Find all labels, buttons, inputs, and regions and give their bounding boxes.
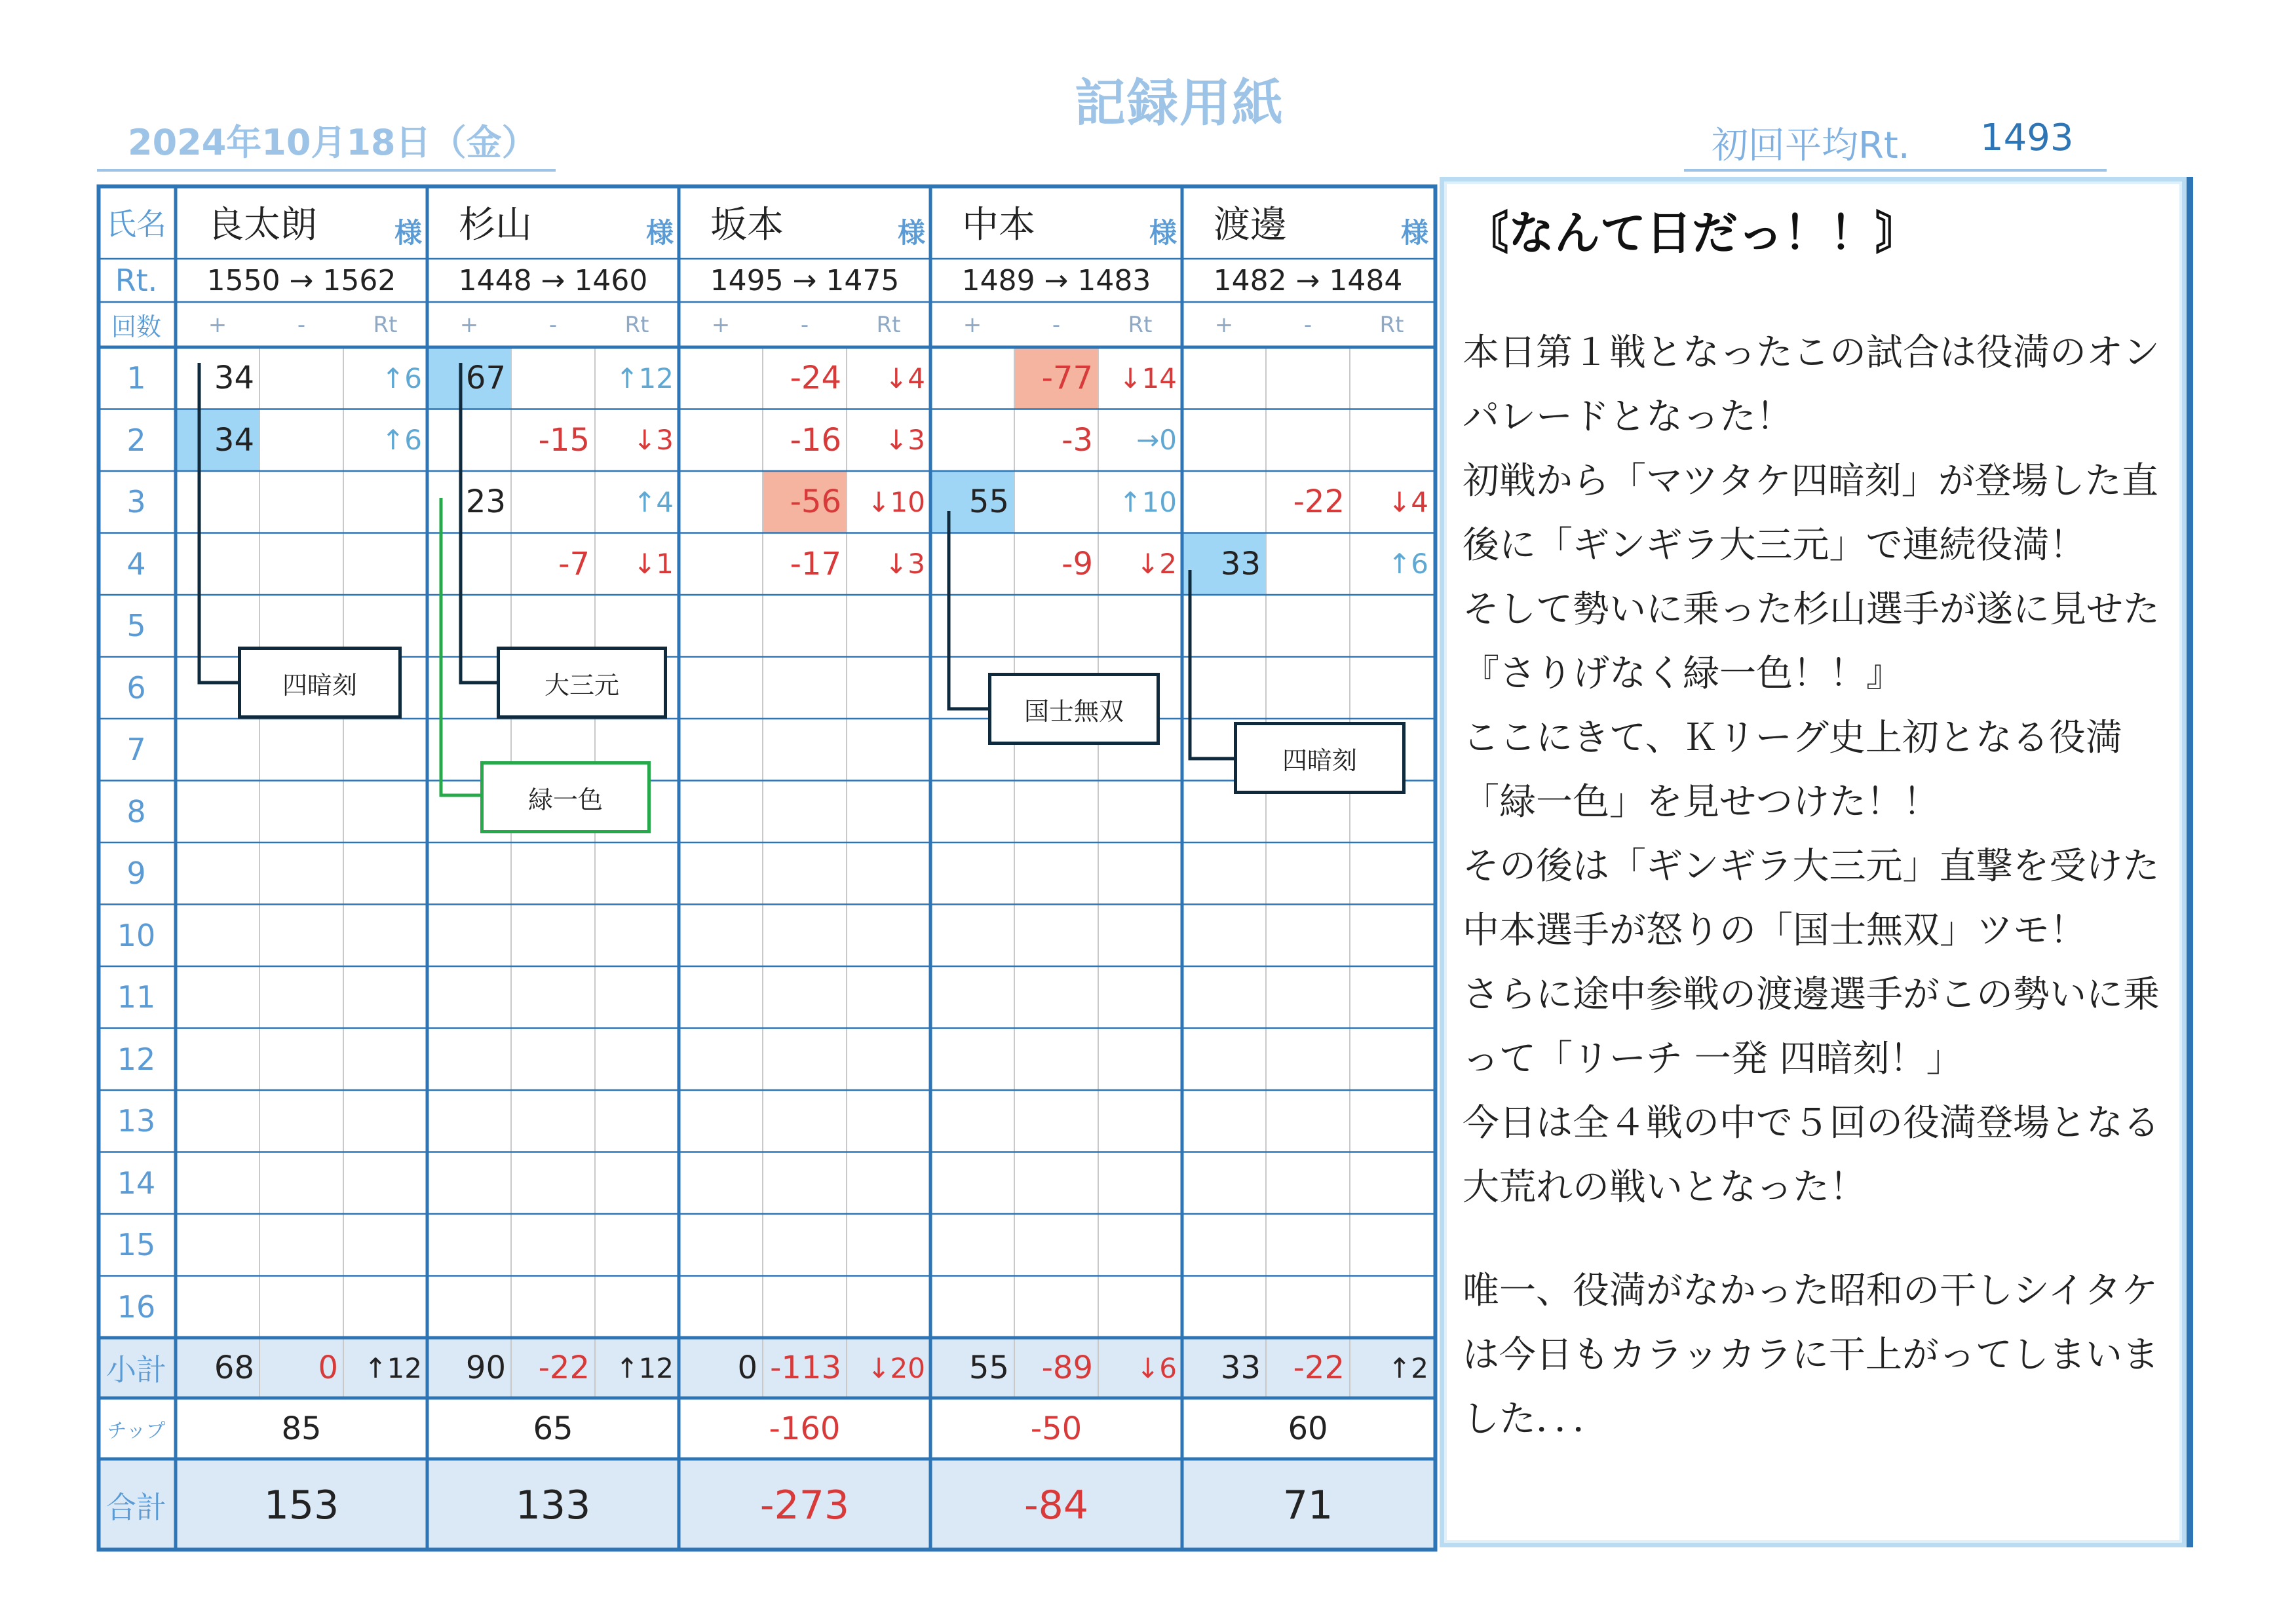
minus-column-header: - bbox=[548, 311, 558, 338]
round-plus-score bbox=[1182, 347, 1266, 409]
round-minus-score bbox=[259, 347, 343, 409]
round-minus-score bbox=[1014, 471, 1098, 533]
subtotal-rt-change: ↑12 bbox=[364, 1351, 422, 1384]
round-rt-change: ↑10 bbox=[1119, 485, 1177, 518]
round-number: 12 bbox=[117, 1041, 156, 1077]
player-rt-change: 1489 → 1483 bbox=[961, 263, 1151, 297]
round-rt-change: ↑6 bbox=[381, 424, 422, 457]
honorific-label: 様 bbox=[1149, 217, 1177, 249]
minus-column-header: - bbox=[800, 311, 809, 338]
round-minus-score bbox=[259, 409, 343, 472]
round-plus-score: 23 bbox=[465, 483, 506, 521]
round-plus-score bbox=[427, 533, 511, 595]
round-rt-change: ↑6 bbox=[381, 362, 422, 394]
chip-value: 85 bbox=[281, 1410, 322, 1447]
player-name: 良太朗 bbox=[207, 203, 317, 246]
round-minus-score bbox=[259, 471, 343, 533]
rt-column-header: Rt bbox=[1379, 311, 1404, 338]
subtotal-plus: 55 bbox=[968, 1350, 1009, 1386]
rounds-label: 回数 bbox=[111, 312, 161, 341]
chip-label: チップ bbox=[107, 1419, 166, 1443]
round-plus-score bbox=[1182, 471, 1266, 533]
yakuman-callout: 大三元 bbox=[497, 647, 667, 719]
name-label: 氏名 bbox=[106, 206, 166, 242]
subtotal-minus: -22 bbox=[1293, 1350, 1345, 1386]
round-plus-score bbox=[679, 471, 763, 533]
round-minus-score bbox=[511, 471, 595, 533]
honorific-label: 様 bbox=[394, 217, 422, 249]
round-number: 7 bbox=[126, 732, 146, 768]
round-plus-score bbox=[176, 471, 259, 533]
plus-column-header: + bbox=[459, 311, 479, 338]
round-minus-score bbox=[1266, 533, 1350, 595]
total-value: -84 bbox=[1024, 1482, 1088, 1528]
chip-value: -160 bbox=[769, 1410, 841, 1447]
total-value: 153 bbox=[263, 1482, 339, 1528]
round-rt-change: ↓1 bbox=[633, 548, 674, 580]
plus-column-header: + bbox=[208, 311, 227, 338]
honorific-label: 様 bbox=[897, 217, 925, 249]
round-minus-score: -22 bbox=[1293, 483, 1345, 521]
score-sheet bbox=[97, 185, 1437, 1551]
round-minus-score: -3 bbox=[1062, 421, 1093, 459]
round-plus-score: 34 bbox=[214, 360, 254, 397]
round-rt-change: ↓10 bbox=[867, 485, 925, 518]
rt-column-header: Rt bbox=[876, 311, 901, 338]
comment-headline: 〘なんて日だっ！！〙 bbox=[1463, 206, 1921, 260]
record-date: 2024年10月18日（金） bbox=[128, 122, 537, 163]
subtotal-rt-change: ↓20 bbox=[867, 1351, 925, 1384]
player-name: 坂本 bbox=[710, 203, 784, 246]
round-number: 8 bbox=[126, 793, 146, 829]
round-number: 4 bbox=[126, 546, 146, 582]
round-plus-score bbox=[679, 347, 763, 409]
round-plus-score bbox=[1182, 409, 1266, 472]
round-plus-score bbox=[679, 409, 763, 472]
round-rt-change: ↓3 bbox=[885, 548, 925, 580]
round-number: 1 bbox=[126, 360, 146, 396]
page-title: 記録用紙 bbox=[1074, 74, 1284, 133]
comment-paragraph: 唯一、役満がなかった昭和の干しシイタケは今日もカラッカラに干上がってしまいました．．． bbox=[1463, 1270, 2159, 1441]
date-underline bbox=[97, 169, 556, 172]
round-rt-change: ↓4 bbox=[885, 362, 925, 394]
total-value: 71 bbox=[1282, 1482, 1333, 1528]
plus-column-header: + bbox=[963, 311, 982, 338]
subtotal-label: 小計 bbox=[106, 1352, 166, 1388]
round-number: 11 bbox=[117, 979, 156, 1015]
round-number: 15 bbox=[117, 1227, 156, 1263]
total-value: 133 bbox=[515, 1482, 591, 1528]
round-minus-score: -16 bbox=[790, 421, 841, 459]
round-minus-score: -9 bbox=[1062, 545, 1093, 582]
player-rt-change: 1495 → 1475 bbox=[710, 263, 900, 297]
round-rt-change: ↓2 bbox=[1136, 548, 1177, 580]
round-minus-score bbox=[1266, 409, 1350, 472]
rt-column-header: Rt bbox=[373, 311, 398, 338]
subtotal-minus: -22 bbox=[538, 1350, 590, 1386]
rt-label: Rt. bbox=[115, 263, 158, 298]
round-number: 2 bbox=[126, 422, 146, 458]
subtotal-rt-change: ↑12 bbox=[615, 1351, 674, 1384]
round-number: 6 bbox=[126, 670, 146, 706]
round-plus-score bbox=[679, 533, 763, 595]
round-minus-score bbox=[1266, 347, 1350, 409]
average-rt-underline bbox=[1684, 169, 2107, 172]
chip-value: 65 bbox=[533, 1410, 573, 1447]
round-number: 3 bbox=[126, 484, 146, 520]
round-number: 13 bbox=[117, 1103, 156, 1139]
round-rt-change: ↓3 bbox=[885, 424, 925, 457]
round-minus-score: -7 bbox=[558, 545, 590, 582]
subtotal-minus: -113 bbox=[770, 1350, 841, 1386]
round-rt-change bbox=[1350, 409, 1434, 472]
round-minus-score: -15 bbox=[538, 421, 590, 459]
player-name: 中本 bbox=[962, 203, 1035, 246]
round-rt-change bbox=[343, 533, 427, 595]
yakuman-callout: 国士無双 bbox=[988, 673, 1160, 745]
round-rt-change: ↑4 bbox=[633, 485, 674, 518]
round-number: 14 bbox=[117, 1165, 156, 1201]
chip-value: 60 bbox=[1288, 1410, 1328, 1447]
round-plus-score bbox=[427, 409, 511, 472]
round-rt-change bbox=[343, 471, 427, 533]
round-rt-change: →0 bbox=[1136, 424, 1177, 457]
round-minus-score: -56 bbox=[790, 483, 841, 521]
round-plus-score bbox=[930, 347, 1014, 409]
minus-column-header: - bbox=[1052, 311, 1061, 338]
round-minus-score bbox=[511, 347, 595, 409]
subtotal-rt-change: ↓6 bbox=[1136, 1351, 1177, 1384]
round-number: 9 bbox=[126, 856, 146, 892]
round-plus-score: 67 bbox=[465, 360, 506, 397]
round-plus-score: 34 bbox=[214, 421, 254, 459]
subtotal-plus: 68 bbox=[214, 1350, 254, 1386]
subtotal-plus: 33 bbox=[1220, 1350, 1261, 1386]
total-label: 合計 bbox=[106, 1489, 166, 1525]
rt-column-header: Rt bbox=[1128, 311, 1153, 338]
subtotal-rt-change: ↑2 bbox=[1388, 1351, 1428, 1384]
average-rt-value: 1493 bbox=[1980, 117, 2074, 159]
plus-column-header: + bbox=[711, 311, 731, 338]
round-rt-change: ↓4 bbox=[1388, 485, 1428, 518]
player-rt-change: 1448 → 1460 bbox=[458, 263, 648, 297]
player-rt-change: 1482 → 1484 bbox=[1213, 263, 1403, 297]
round-plus-score bbox=[930, 409, 1014, 472]
round-rt-change: ↑6 bbox=[1388, 548, 1428, 580]
round-number: 16 bbox=[117, 1289, 156, 1325]
round-number: 10 bbox=[117, 917, 156, 953]
callout-leader-line bbox=[1190, 570, 1234, 759]
round-number: 5 bbox=[126, 608, 146, 644]
round-minus-score: -17 bbox=[790, 545, 841, 582]
minus-column-header: - bbox=[1303, 311, 1312, 338]
comment-body bbox=[1463, 321, 2177, 1452]
round-rt-change bbox=[1350, 347, 1434, 409]
total-value: -273 bbox=[759, 1482, 850, 1528]
round-rt-change: ↓14 bbox=[1119, 362, 1177, 394]
round-minus-score bbox=[259, 533, 343, 595]
honorific-label: 様 bbox=[645, 217, 674, 249]
player-rt-change: 1550 → 1562 bbox=[206, 263, 396, 297]
round-rt-change: ↓3 bbox=[633, 424, 674, 457]
round-minus-score: -24 bbox=[790, 360, 841, 397]
yakuman-callout: 緑一色 bbox=[480, 761, 651, 833]
chip-value: -50 bbox=[1030, 1410, 1082, 1447]
plus-column-header: + bbox=[1214, 311, 1234, 338]
round-rt-change: ↑12 bbox=[615, 362, 674, 394]
yakuman-callout: 四暗刻 bbox=[1234, 722, 1406, 794]
round-plus-score: 55 bbox=[968, 483, 1009, 521]
honorific-label: 様 bbox=[1400, 217, 1428, 249]
round-plus-score bbox=[176, 533, 259, 595]
player-name: 杉山 bbox=[459, 203, 532, 246]
subtotal-minus: -89 bbox=[1041, 1350, 1093, 1386]
subtotal-minus: 0 bbox=[318, 1350, 338, 1386]
subtotal-plus: 0 bbox=[737, 1350, 757, 1386]
subtotal-plus: 90 bbox=[465, 1350, 506, 1386]
rt-column-header: Rt bbox=[624, 311, 649, 338]
comment-paragraph: 本日第１戦となったこの試合は役満のオンパレードとなった！ 初戦から「マツタケ四暗刻」が登場した直後に「ギンギラ大三元」で連続役満！ そして勢いに乗った杉山選手が遂に見せた『さりげなく緑一色！！』 ここにきて、Ｋリーグ史上初となる役満「緑一色」を見せつけた！！ その後は「ギンギラ大三元」直撃を受けた中本選手が怒りの「国士無双」ツモ！ さらに途中参戦の渡邊選手がこの勢いに乗って「リーチ 一発 四暗刻！」 今日は全４戦の中で５回の役満登場となる大荒れの戦いとなった！ bbox=[1463, 331, 2160, 1209]
yakuman-callout: 四暗刻 bbox=[238, 647, 402, 719]
round-plus-score: 33 bbox=[1220, 545, 1261, 582]
average-rt-label: 初回平均Rt. bbox=[1712, 124, 1910, 167]
minus-column-header: - bbox=[297, 311, 306, 338]
round-minus-score: -77 bbox=[1041, 360, 1093, 397]
round-plus-score bbox=[930, 533, 1014, 595]
player-name: 渡邊 bbox=[1214, 203, 1287, 246]
